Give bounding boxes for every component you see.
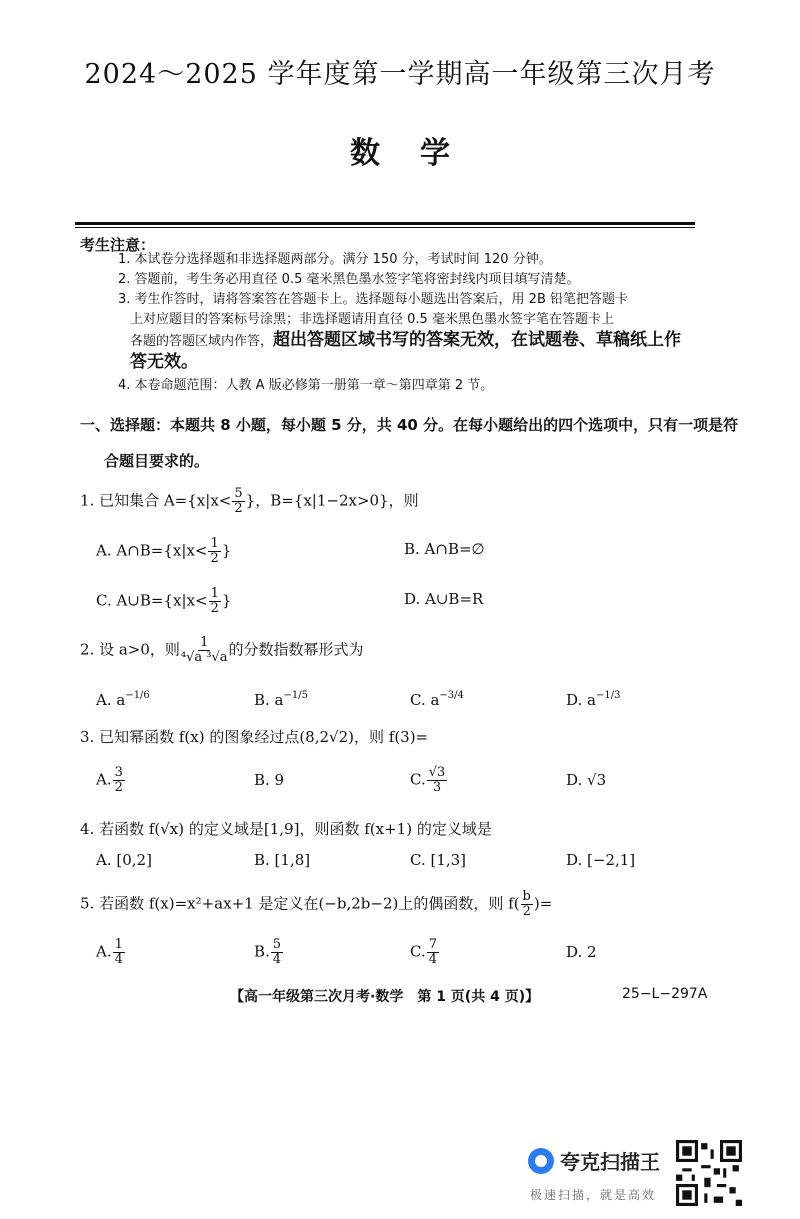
q1-optA-frac bbox=[208, 537, 220, 566]
q3-optC-frac bbox=[427, 766, 448, 795]
question-5-stem: 5. 若函数 f(x)=x²+ax+1 是定义在(−b,2b−2)上的偶函数，则 f( $\frac{b}{2}$ )= bbox=[80, 889, 553, 919]
q3-optC-den: 3 bbox=[432, 780, 442, 795]
notice-item-1: 1. 本试卷分选择题和非选择题两部分。满分 150 分，考试时间 120 分钟。 bbox=[118, 252, 552, 267]
divider-thick bbox=[75, 222, 695, 225]
page-footer: 【高一年级第三次月考·数学 第 1 页(共 4 页)】 bbox=[230, 989, 540, 1005]
q5-option-d: D. 2 bbox=[566, 943, 597, 961]
q3-optA-num: 3 bbox=[114, 765, 123, 780]
q2-optA-base: A. a bbox=[96, 691, 126, 709]
q1-stem-a: 1. 已知集合 A= bbox=[80, 491, 188, 510]
q2-option-d bbox=[566, 690, 620, 709]
question-1-stem: 1. 已知集合 A={x|x< $\frac{5}{2}$ }，B={x|1−2x>0}，则 bbox=[80, 486, 419, 516]
question-4-stem: 4. 若函数 f(√x) 的定义域是[1,9]，则函数 f(x+1) 的定义域是 bbox=[80, 820, 492, 838]
q1-optA-pre: A. A∩B= bbox=[96, 541, 164, 560]
q1-optC-pre: C. A∪B= bbox=[96, 591, 164, 610]
q4-option-c: C. [1,3] bbox=[410, 851, 467, 869]
notice-item-2: 2. 答题前，考生务必用直径 0.5 毫米黑色墨水签字笔将密封线内项目填写清楚。 bbox=[118, 272, 580, 287]
q5-optC-num: 7 bbox=[428, 937, 437, 952]
q5-optA-frac bbox=[113, 938, 125, 967]
q1-optC-cond: x< bbox=[186, 591, 208, 610]
q1-optA-cond: x< bbox=[186, 541, 208, 560]
divider-thin bbox=[75, 227, 695, 228]
q5-option-a bbox=[96, 938, 126, 967]
q3-optA-label: A. bbox=[96, 770, 112, 789]
paper-code: 25−L−297A bbox=[622, 986, 708, 1002]
q2-optC-exp: −3/4 bbox=[439, 690, 464, 701]
q4-option-b: B. [1,8] bbox=[254, 851, 311, 869]
qr-code-icon bbox=[676, 1140, 742, 1206]
scanner-brand: 夸克扫描王 bbox=[560, 1150, 660, 1174]
q1-optC-den: 2 bbox=[210, 601, 219, 616]
q2-frac-num: 1 bbox=[200, 635, 209, 650]
q1-frac-num: 5 bbox=[234, 486, 243, 501]
question-2-stem bbox=[80, 636, 364, 665]
q5-optA-den: 4 bbox=[114, 952, 123, 967]
q2-frac bbox=[181, 636, 228, 665]
q1-option-b: B. A∩B=∅ bbox=[404, 540, 485, 558]
q1-set-var: x bbox=[196, 491, 206, 510]
q2-option-b bbox=[254, 690, 308, 709]
q1-optC-num: 1 bbox=[210, 586, 219, 601]
q1-optA-var: x bbox=[172, 541, 182, 560]
q5-frac-den: 2 bbox=[522, 904, 531, 919]
q5-optA-label: A. bbox=[96, 942, 112, 961]
q2-optB-base: B. a bbox=[254, 691, 284, 709]
notice-item-4: 4. 本卷命题范围：人教 A 版必修第一册第一章～第四章第 2 节。 bbox=[118, 378, 494, 393]
q1-frac-den: 2 bbox=[234, 501, 243, 516]
q2-optD-exp: −1/3 bbox=[595, 690, 621, 701]
q1-optC-frac bbox=[209, 587, 221, 616]
q2-stem-a: 2. 设 a>0，则 bbox=[80, 640, 180, 659]
q3-option-d: D. √3 bbox=[566, 771, 607, 789]
q3-option-c bbox=[410, 766, 448, 795]
notice-heading: 考生注意： bbox=[80, 236, 156, 254]
q5-frac bbox=[521, 890, 533, 919]
q1-optA-den: 2 bbox=[210, 551, 219, 566]
q2-frac-den: ⁴√a ³√a bbox=[180, 650, 228, 665]
q5-optB-num: 5 bbox=[272, 937, 282, 952]
q5-optA-num: 1 bbox=[114, 937, 123, 952]
q2-optA-exp: −1/6 bbox=[125, 690, 150, 701]
q5-option-b bbox=[254, 938, 284, 967]
scanner-logo-icon bbox=[528, 1148, 554, 1174]
q5-stem-a: 5. 若函数 f(x)=x²+ax+1 是定义在(−b,2b−2)上的偶函数，则 f bbox=[80, 894, 514, 913]
q5-optB-label: B. bbox=[254, 942, 270, 961]
q2-optC-base: C. a bbox=[410, 691, 440, 709]
notice-item-3: 3. 考生作答时，请将答案答在答题卡上。选择题每小题选出答案后，用 2B 铅笔把答题卡 bbox=[118, 292, 628, 307]
q2-optD-base: D. a bbox=[566, 691, 596, 709]
notice-item-3-line4: 答无效。 bbox=[130, 352, 198, 372]
question-3-stem: 3. 已知幂函数 f(x) 的图象经过点(8,2√2)，则 f(3)= bbox=[80, 728, 429, 746]
q1-option-c: C. A∪B={x|x< $\frac{1}{2}$ } bbox=[96, 586, 232, 616]
subject-title: 数学 bbox=[350, 136, 490, 171]
q5-frac-num: b bbox=[522, 889, 531, 904]
q5-optC-frac bbox=[427, 938, 439, 967]
notice-item-3-line3 bbox=[130, 330, 681, 352]
q1-frac bbox=[232, 487, 244, 516]
q4-option-d: D. [−2,1] bbox=[566, 851, 636, 869]
q5-option-c bbox=[410, 938, 440, 967]
q3-optC-num: √3 bbox=[428, 765, 446, 780]
notice-item-3-line3-text: 各题的答题区域内作答， bbox=[130, 334, 274, 349]
q3-optC-label: C. bbox=[410, 770, 426, 789]
q2-option-c bbox=[410, 690, 464, 709]
q5-optC-label: C. bbox=[410, 942, 426, 961]
q2-option-a bbox=[96, 690, 150, 709]
q1-option-d: D. A∪B=R bbox=[404, 590, 484, 608]
section-heading-line1: 一、选择题：本题共 8 小题，每小题 5 分，共 40 分。在每小题给出的四个选项中，只有一项是符 bbox=[80, 416, 739, 434]
q3-optA-frac bbox=[113, 766, 125, 795]
q1-stem-b: ，B={x|1−2x>0}，则 bbox=[255, 491, 419, 510]
scanner-logo bbox=[528, 1146, 660, 1175]
q5-stem-b: = bbox=[539, 894, 553, 913]
q3-option-b: B. 9 bbox=[254, 771, 285, 789]
section-heading-line2: 合题目要求的。 bbox=[104, 452, 210, 470]
scanner-tagline: 极速扫描，就是高效 bbox=[530, 1188, 657, 1202]
q1-option-a: A. A∩B={x|x< $\frac{1}{2}$ } bbox=[96, 536, 232, 566]
q5-optB-den: 4 bbox=[272, 952, 282, 967]
q5-optB-frac bbox=[271, 938, 283, 967]
q2-stem-b: 的分数指数幂形式为 bbox=[228, 640, 364, 659]
q1-optA-num: 1 bbox=[210, 536, 219, 551]
q4-option-a: A. [0,2] bbox=[96, 851, 152, 869]
q5-optC-den: 4 bbox=[428, 952, 437, 967]
q2-optB-exp: −1/5 bbox=[283, 690, 308, 701]
q1-optC-var: x bbox=[173, 591, 182, 610]
exam-title: 2024～2025 学年度第一学期高一年级第三次月考 bbox=[84, 59, 716, 90]
notice-item-3-emphasis: 超出答题区域书写的答案无效，在试题卷、草稿纸上作 bbox=[273, 330, 682, 350]
q3-optA-den: 2 bbox=[114, 780, 123, 795]
notice-item-3-line2: 上对应题目的答案标号涂黑；非选择题请用直径 0.5 毫米黑色墨水签字笔在答题卡上 bbox=[130, 312, 614, 327]
q3-option-a bbox=[96, 766, 126, 795]
q1-set-cond: x< bbox=[210, 491, 232, 510]
